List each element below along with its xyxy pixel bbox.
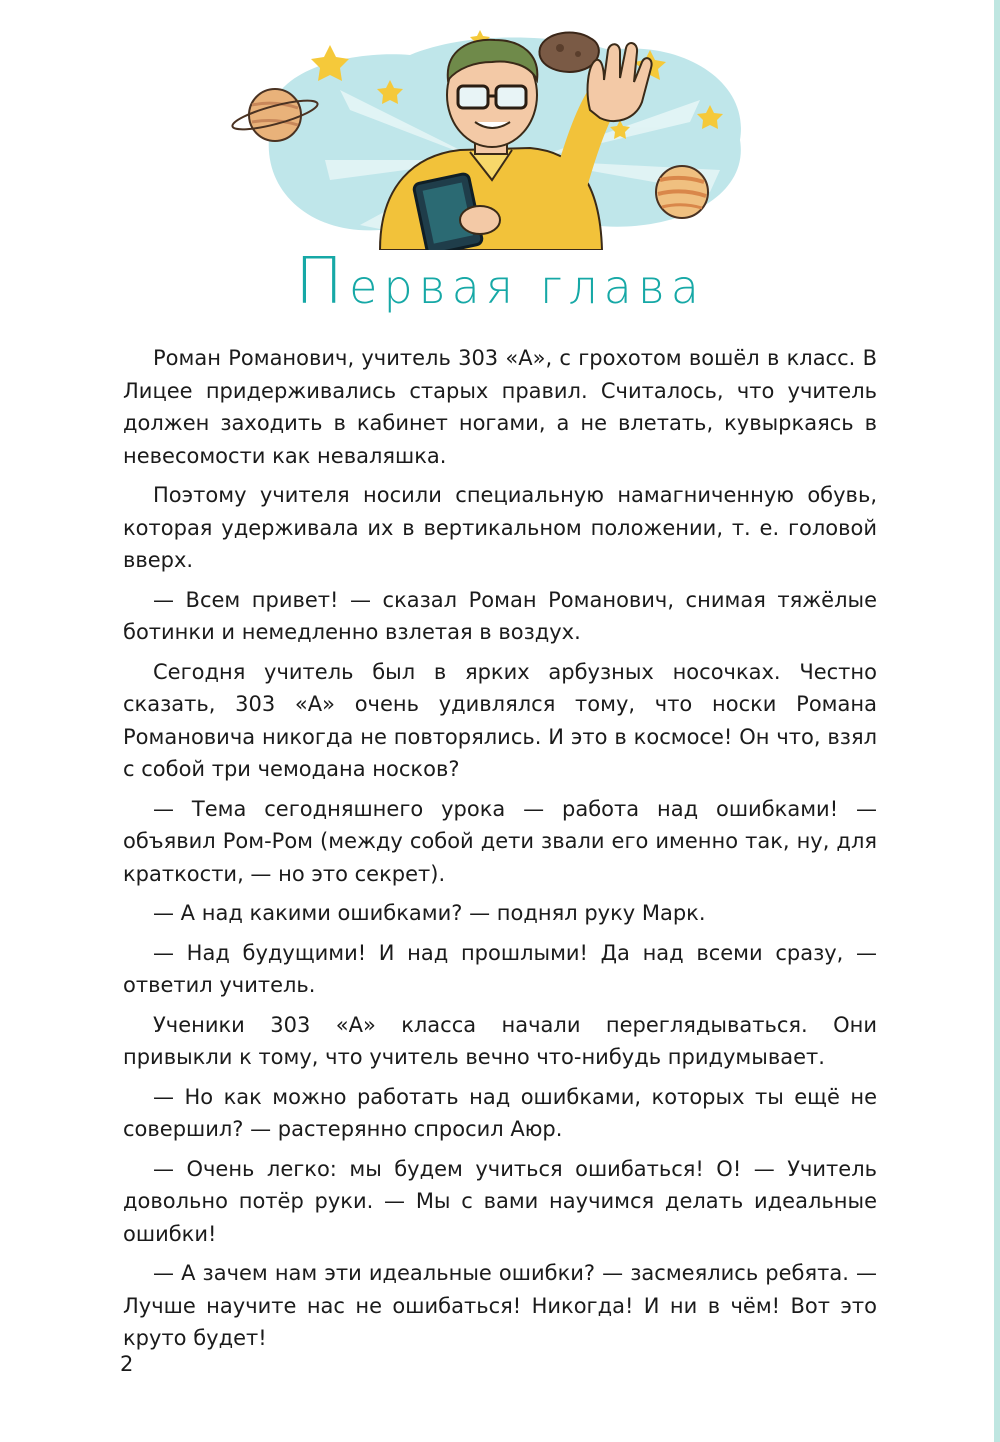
paragraph: Сегодня учитель был в ярких арбузных носочках. Честно сказать, 303 «А» очень удивлялся тому, что носки Романа Романовича никогда не повторялись. И это в космосе! Он что, взял с собой три чемодана носков?	[123, 659, 877, 781]
chapter-title-rest: ервая глава	[349, 260, 705, 314]
chapter-illustration	[230, 10, 770, 250]
paragraph: Ученики 303 «А» класса начали переглядываться. Они привыкли к тому, что учитель вечно что-нибудь придумывает.	[123, 1012, 877, 1069]
asteroid-icon	[539, 33, 598, 72]
paragraph: Роман Романович, учитель 303 «А», с грохотом вошёл в класс. В Лицее придерживались старых правил. Считалось, что учитель должен заходить в кабинет ногами, а не влетать, кувыркаясь в невесомости как неваляшка.	[123, 346, 877, 468]
paragraph: — Тема сегодняшнего урока — работа над ошибками! — объявил Ром-Ром (между собой дети звали его именно так, ну, для краткости, — но это секрет).	[123, 796, 877, 886]
page-edge-strip	[994, 0, 1000, 1442]
page-number: 2	[120, 1352, 134, 1376]
chapter-title-initial: П	[295, 245, 350, 319]
chapter-title	[0, 242, 1000, 327]
chapter-body	[123, 342, 877, 1362]
paragraph: Поэтому учителя носили специальную намагниченную обувь, которая удерживала их в вертикальном положении, т. е. головой вверх.	[123, 483, 877, 572]
paragraph: — А зачем нам эти идеальные ошибки? — засмеялись ребята. — Лучше научите нас не ошибаться! Никогда! И ни в чём! Вот это круто будет!	[123, 1261, 877, 1350]
paragraph: — Очень легко: мы будем учиться ошибаться! О! — Учитель довольно потёр руки. — Мы с вами научимся делать идеальные ошибки!	[123, 1156, 877, 1246]
striped-planet-icon	[656, 166, 708, 218]
paragraph: — Всем привет! — сказал Роман Романович, снимая тяжёлые ботинки и немедленно взлетая в воздух.	[123, 587, 877, 644]
paragraph: — Над будущими! И над прошлыми! Да над всеми сразу, — ответил учитель.	[123, 940, 877, 997]
paragraph: — Но как можно работать над ошибками, которых ты ещё не совершил? — растерянно спросил Аюр.	[123, 1084, 877, 1141]
paragraph: — А над какими ошибками? — поднял руку Марк.	[153, 901, 706, 925]
